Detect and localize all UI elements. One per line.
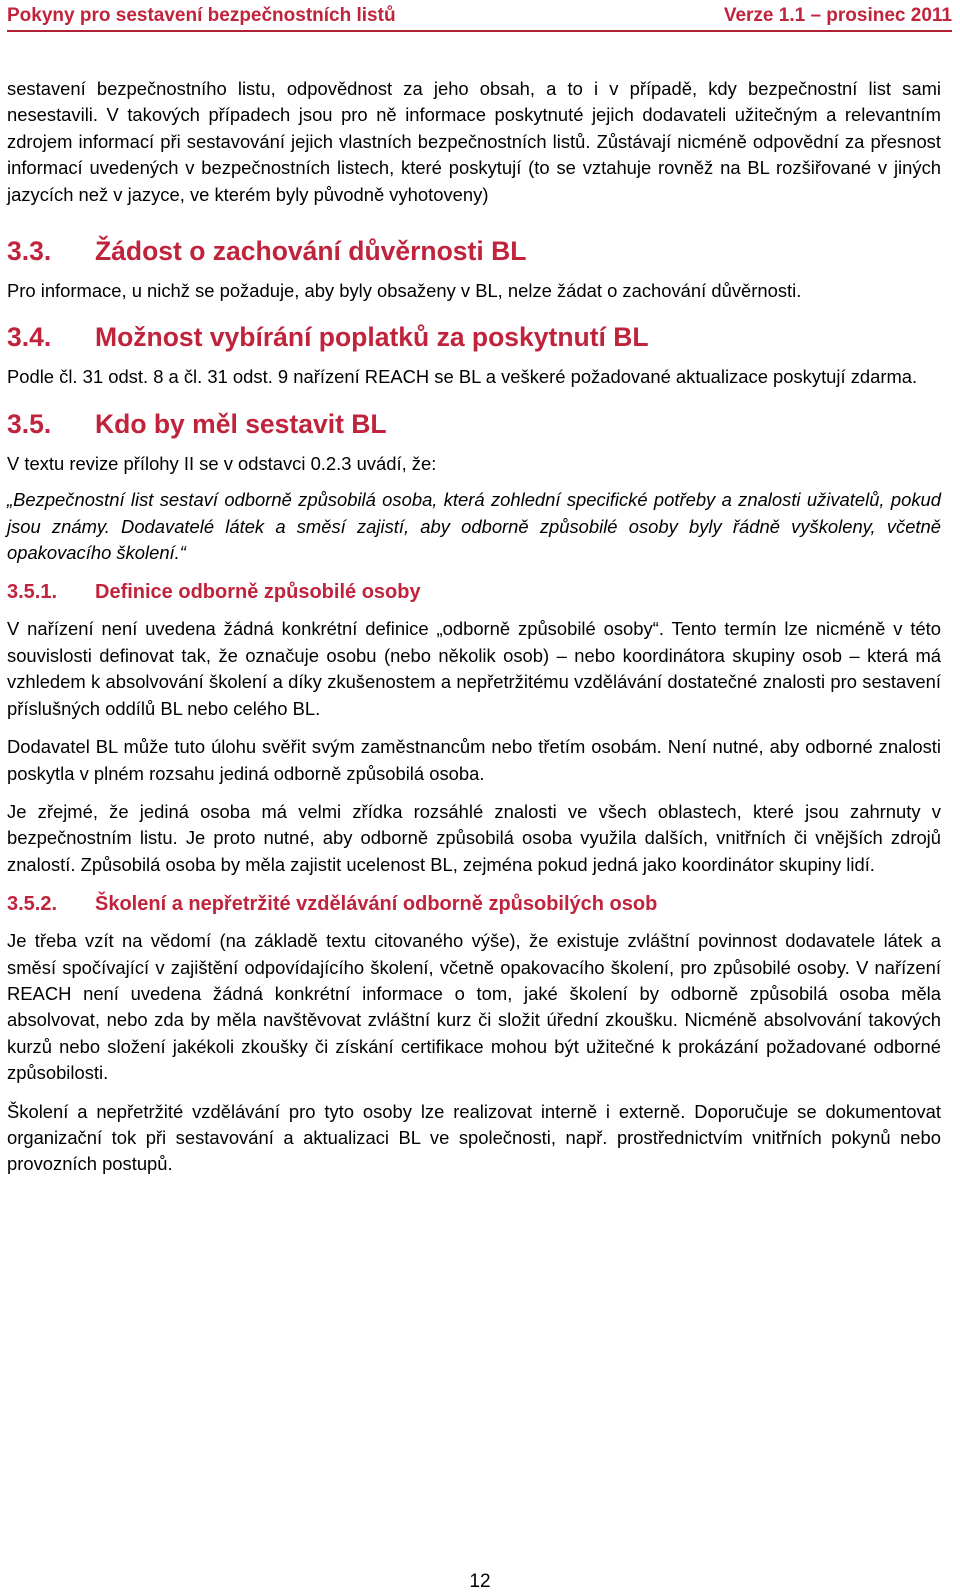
section-title: Žádost o zachování důvěrnosti BL: [95, 236, 527, 267]
section-title: Definice odborně způsobilé osoby: [95, 581, 421, 604]
section-3-5-1-paragraph: V nařízení není uvedena žádná konkrétní definice „odborně způsobilé osoby“. Tento termín lze nicméně v této souvislosti definovat tak, že označuje osobu (nebo několik osob) – nebo koordinátora skupiny osob – která má vzhledem k absolvování školení a díky zkušenostem a nepřetržitému vzdělávání dostatečné znalosti pro sestavení příslušných oddílů BL nebo celého BL.: [7, 618, 941, 719]
section-3-5-2-paragraph: Školení a nepřetržité vzdělávání pro tyto osoby lze realizovat interně i externě. Doporučuje se dokumentovat organizační tok při sestavování a aktualizaci BL ve společnosti, např. prostřednictvím vnitřních pokynů nebo provozních postupů.: [7, 1100, 941, 1175]
section-number: 3.4.: [7, 322, 52, 353]
section-3-4-heading: [7, 320, 941, 354]
section-number: 3.5.: [7, 408, 52, 439]
section-number: 3.3.: [7, 236, 52, 267]
section-3-3-heading: [7, 234, 941, 268]
section-3-5-quote: „Bezpečnostní list sestaví odborně způsobilá osoba, která zohlední specifické potřeby a znalosti uživatelů, pokud jsou známy. Dodavatelé látek a směsí zajistí, aby odborně způsobilé osoby byly řádně vyškoleny, včetně opakovacího školení.“: [7, 489, 941, 564]
section-3-5-2-heading: [7, 890, 941, 918]
section-3-5-1-paragraph: Dodavatel BL může tuto úlohu svěřit svým zaměstnancům nebo třetím osobám. Není nutné, aby odborné znalosti poskytla v plném rozsahu jediná odborně způsobilá osoba.: [7, 736, 941, 784]
section-3-3-paragraph: Pro informace, u nichž se požaduje, aby byly obsaženy v BL, nelze žádat o zachování důvěrnosti.: [7, 280, 802, 302]
section-3-5-paragraph: V textu revize přílohy II se v odstavci 0.2.3 uvádí, že:: [7, 452, 437, 474]
section-title: Kdo by měl sestavit BL: [95, 408, 387, 439]
section-3-5-2-paragraph: Je třeba vzít na vědomí (na základě textu citovaného výše), že existuje zvláštní povinnost dodavatele látek a směsí spočívající v zajištění odpovídajícího školení, včetně opakovacího školení, pro způsobilé osoby. V nařízení REACH není uvedena žádná konkrétní informace o tom, jaké školení by odborně způsobilá osoba měla absolvovat, nebo zda by měla navštěvovat zvláštní kurz či složit úřední zkoušku. Nicméně absolvování takových kurzů nebo složení jakékoli zkoušky či získání certifikace mohou být užitečné k prokázání požadované odborné způsobilosti.: [7, 930, 941, 1084]
document-title: Pokyny pro sestavení bezpečnostních listů: [7, 5, 396, 26]
section-3-5-heading: [7, 407, 941, 441]
section-3-4-paragraph: Podle čl. 31 odst. 8 a čl. 31 odst. 9 nařízení REACH se BL a veškeré požadované aktualizace poskytují zdarma.: [7, 366, 918, 388]
page-number: 12: [469, 1571, 491, 1592]
section-number: 3.5.2.: [7, 893, 58, 916]
document-body: [7, 76, 941, 1178]
page-header: [7, 4, 952, 32]
section-number: 3.5.1.: [7, 581, 58, 604]
document-version: Verze 1.1 – prosinec 2011: [723, 5, 952, 26]
section-3-5-1-paragraph: Je zřejmé, že jediná osoba má velmi zřídka rozsáhlé znalosti ve všech oblastech, které jsou zahrnuty v bezpečnostním listu. Je proto nutné, aby odborně způsobilá osoba využila dalších, vnitřních či vnějších zdrojů znalostí. Způsobilá osoba by měla zajistit ucelenost BL, zejména pokud jedná jako koordinátor skupiny lidí.: [7, 800, 941, 875]
intro-paragraph: sestavení bezpečnostního listu, odpovědnost za jeho obsah, a to i v případě, kdy bezpečnostní list sami nesestavili. V takových případech jsou pro ně informace poskytnuté jejich dodavateli užitečným a relevantním zdrojem informací při sestavování jejich vlastních bezpečnostních listů. Zůstávají nicméně odpovědní za přesnost informací uvedených v bezpečnostních listech, které poskytují (to se vztahuje rovněž na BL rozšiřované v jiných jazycích než v jazyce, ve kterém byly původně vyhotoveny): [7, 78, 941, 205]
section-title: Školení a nepřetržité vzdělávání odborně způsobilých osob: [95, 893, 658, 916]
section-3-5-1-heading: [7, 578, 941, 606]
section-title: Možnost vybírání poplatků za poskytnutí BL: [95, 322, 649, 353]
